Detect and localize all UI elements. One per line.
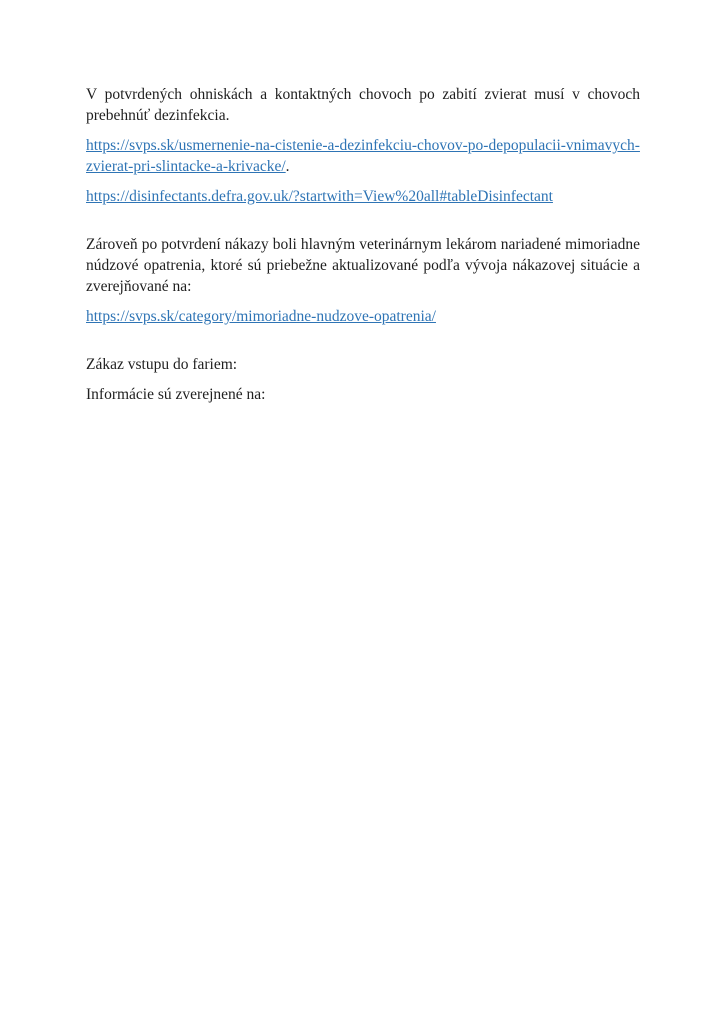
paragraph-emergency-measures: Zároveň po potvrdení nákazy boli hlavným veterinárnym lekárom nariadené mimoriadne núdzové opatrenia, ktoré sú priebežne aktualizované podľa vývoja nákazovej situácie a zverejňované na: xyxy=(86,236,640,295)
paragraph-info-published: Informácie sú zverejnené na: xyxy=(86,386,266,403)
document-content xyxy=(86,84,640,414)
paragraph-defra-link xyxy=(86,186,640,207)
paragraph-guideline-link xyxy=(86,135,640,177)
link-svps-emergency-measures[interactable]: https://svps.sk/category/mimoriadne-nudzove-opatrenia/ xyxy=(86,308,436,325)
link-svps-disinfection-guideline[interactable]: https://svps.sk/usmernenie-na-cistenie-a-dezinfekciu-chovov-po-depopulacii-vnimavych-zvierat-pri-slintacke-a-krivacke/ xyxy=(86,137,640,175)
guideline-link-period: . xyxy=(285,158,290,175)
paragraph-emergency-measures-link xyxy=(86,306,640,327)
paragraph-disinfection-intro: V potvrdených ohniskách a kontaktných chovoch po zabití zvierat musí v chovoch prebehnúť dezinfekcia. xyxy=(86,86,640,124)
paragraph-farm-entry-ban: Zákaz vstupu do fariem: xyxy=(86,356,238,373)
link-defra-disinfectants[interactable]: https://disinfectants.defra.gov.uk/?startwith=View%20all#tableDisinfectant xyxy=(86,188,553,205)
